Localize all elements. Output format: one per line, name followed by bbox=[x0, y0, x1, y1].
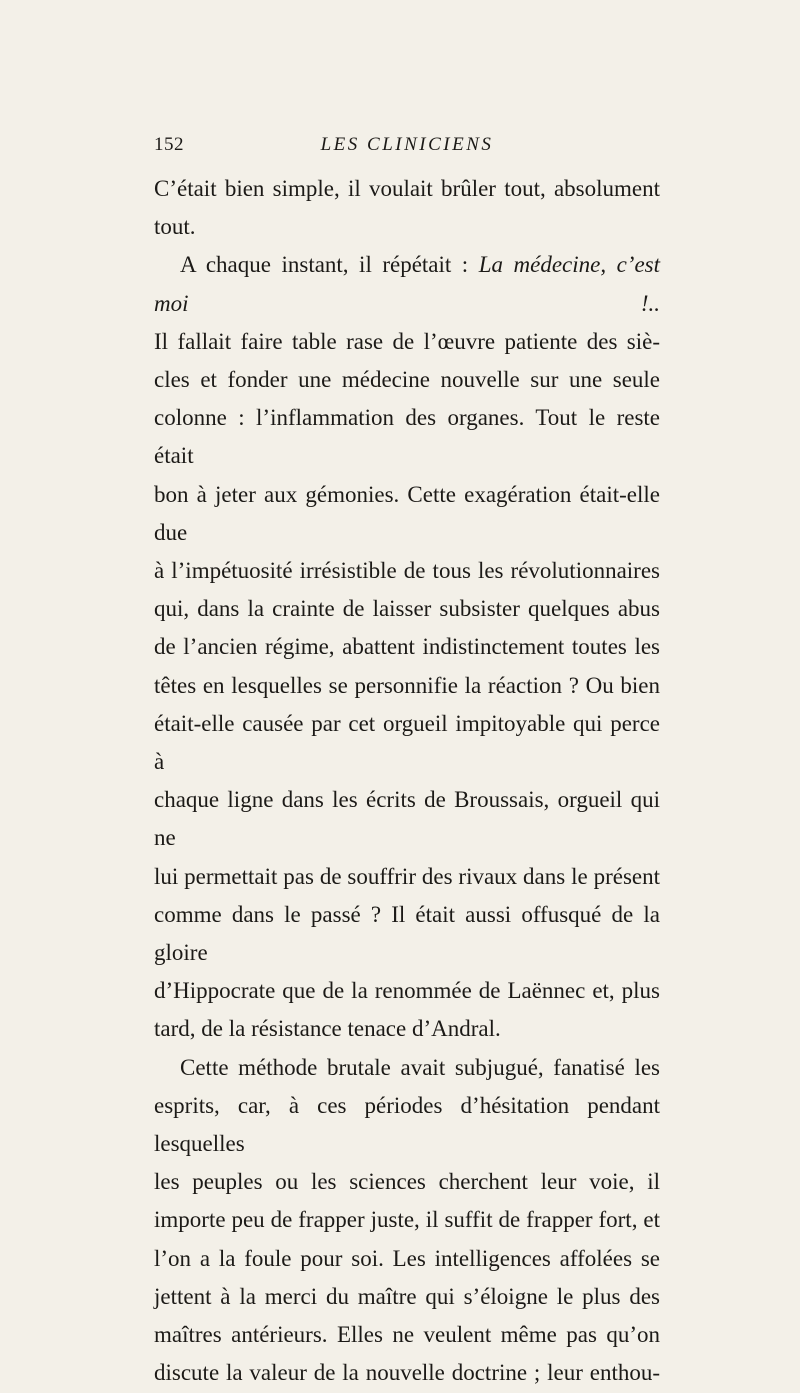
text-line: chaque ligne dans les écrits de Broussais, orgueil qui ne bbox=[154, 787, 660, 851]
text-line: colonne : l’inflammation des organes. Tout le reste était bbox=[154, 405, 660, 469]
text-line: à l’impétuosité irrésistible de tous les révolutionnaires bbox=[154, 558, 660, 584]
text-line: cles et fonder une médecine nouvelle sur une seule bbox=[154, 367, 660, 393]
text-line: était-elle causée par cet orgueil impitoyable qui perce à bbox=[154, 710, 660, 775]
text-line: bon à jeter aux gémonies. Cette exagération était-elle due bbox=[154, 481, 660, 545]
page-number: 152 bbox=[154, 134, 184, 155]
running-title: LES CLINICIENS bbox=[320, 134, 494, 155]
text-line: d’Hippocrate que de la renommée de Laënnec et, plus bbox=[154, 978, 660, 1004]
text-line: discute la valeur de la nouvelle doctrine ; leur enthou- bbox=[154, 1360, 660, 1386]
text-line bbox=[154, 246, 660, 322]
text-line: maîtres antérieurs. Elles ne veulent même pas qu’on bbox=[154, 1322, 660, 1348]
text-line-lead: A chaque instant, il répétait : bbox=[180, 252, 479, 278]
quotation: La médecine, c’est moi !.. bbox=[154, 252, 661, 316]
text-line: jettent à la merci du maître qui s’éloigne le plus des bbox=[154, 1283, 660, 1309]
text-line: Cette méthode brutale avait subjugué, fanatisé les bbox=[180, 1054, 660, 1080]
text-line: l’on a la foule pour soi. Les intelligences affolées se bbox=[154, 1245, 660, 1271]
text-line: tard, de la résistance tenace d’Andral. bbox=[154, 1016, 501, 1042]
text-line: qui, dans la crainte de laisser subsister quelques abus bbox=[154, 596, 660, 622]
text-line: C’était bien simple, il voulait brûler tout, absolument bbox=[154, 176, 660, 201]
text-line: les peuples ou les sciences cherchent leur voie, il bbox=[154, 1169, 660, 1195]
text-line: esprits, car, à ces périodes d’hésitation pendant lesquelles bbox=[154, 1092, 660, 1157]
page-header bbox=[154, 134, 660, 162]
text-line: Il fallait faire table rase de l’œuvre patiente des siè- bbox=[154, 328, 660, 354]
text-line: comme dans le passé ? Il était aussi offusqué de la gloire bbox=[154, 901, 660, 966]
text-line: tout. bbox=[154, 214, 196, 240]
text-line: de l’ancien régime, abattent indistinctement toutes les bbox=[154, 634, 660, 660]
body-text bbox=[154, 170, 660, 1393]
text-line: lui permettait pas de souffrir des rivaux dans le présent bbox=[154, 863, 660, 889]
text-line: importe peu de frapper juste, il suffit de frapper fort, et bbox=[154, 1207, 660, 1233]
text-line: têtes en lesquelles se personnifie la réaction ? Ou bien bbox=[154, 672, 660, 698]
